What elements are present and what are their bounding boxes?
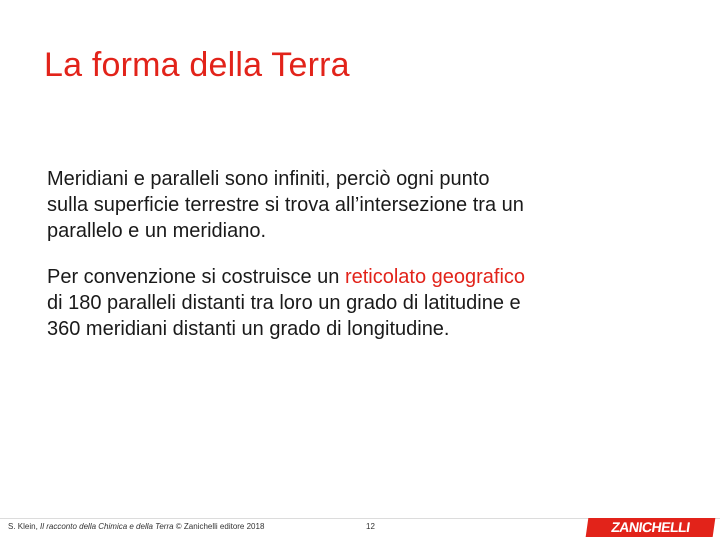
slide-body bbox=[47, 166, 647, 362]
text-line: Meridiani e paralleli sono infiniti, perciò ogni punto bbox=[47, 168, 490, 190]
text-line bbox=[47, 264, 647, 290]
paragraph-grid bbox=[47, 264, 647, 342]
text-line: sulla superficie terrestre si trova all’intersezione tra un bbox=[47, 194, 524, 216]
text-line: parallelo e un meridiano. bbox=[47, 220, 267, 242]
page-number: 12 bbox=[366, 522, 375, 531]
publisher-logo: ZANICHELLI bbox=[586, 518, 716, 537]
credit-publisher: © Zanichelli editore 2018 bbox=[173, 522, 265, 531]
footer-credit bbox=[8, 522, 264, 531]
credit-book-title: Il racconto della Chimica e della Terra bbox=[40, 522, 174, 531]
highlight-term: reticolato geografico bbox=[344, 266, 526, 288]
paragraph-meridians bbox=[47, 166, 647, 244]
text-line: 360 meridiani distanti un grado di longitudine. bbox=[47, 318, 450, 340]
text-line: di 180 paralleli distanti tra loro un grado di latitudine e bbox=[47, 292, 521, 314]
slide-title: La forma della Terra bbox=[44, 46, 350, 84]
credit-author: S. Klein, bbox=[8, 522, 41, 531]
text-fragment: Per convenzione si costruisce un bbox=[47, 266, 345, 288]
